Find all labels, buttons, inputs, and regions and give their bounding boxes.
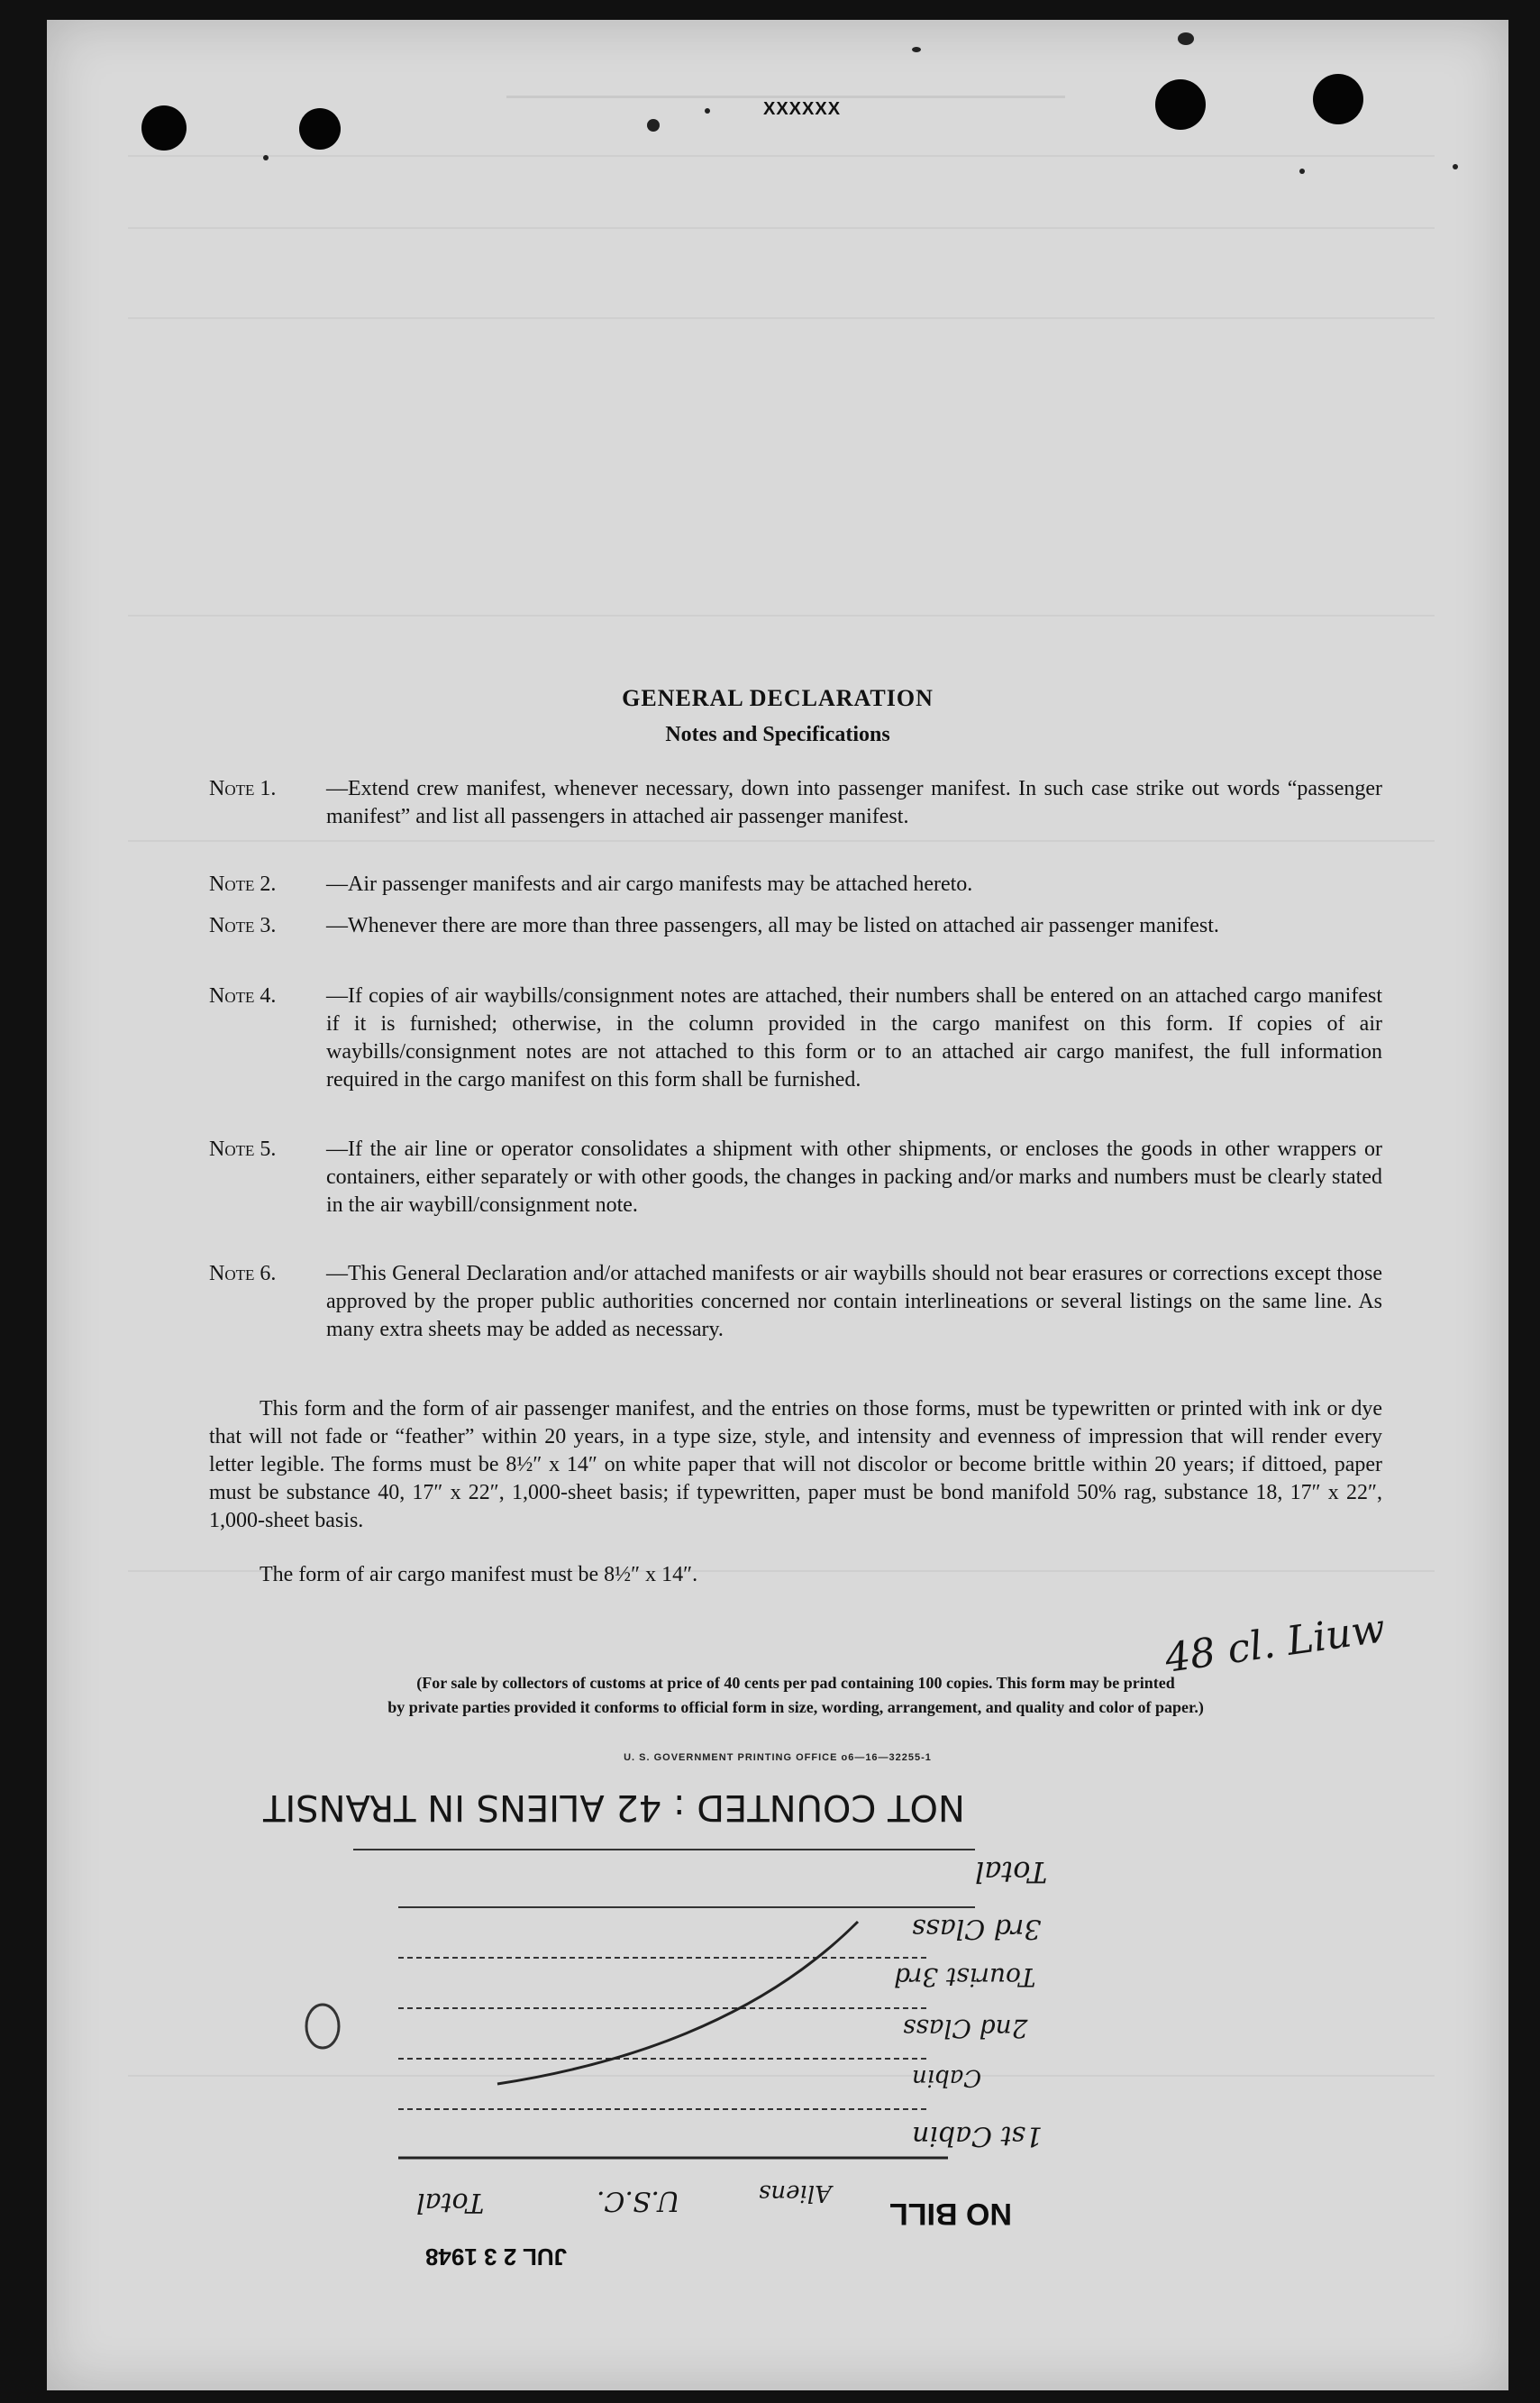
- note-label: Note 5.: [209, 1138, 277, 1161]
- date-stamp: JUL 2 3 1948: [425, 2243, 568, 2271]
- note-label: Note 4.: [209, 984, 277, 1008]
- sale-notice-line-2: by private parties provided it conforms to official form in size, wording, arrangement, and quality and color of paper.): [387, 1698, 1204, 1716]
- note-text: —Extend crew manifest, whenever necessary, down into passenger manifest. In such case strike out words “passenger manifest” and list all passengers in attached air passenger manifest.: [326, 777, 1382, 828]
- form-subtitle: Notes and Specifications: [665, 723, 890, 746]
- printing-office-line: U. S. GOVERNMENT PRINTING OFFICE o6—16—32255-1: [624, 1752, 932, 1763]
- handwritten-initials: 48 cl. Liuw: [1162, 1605, 1389, 1682]
- cargo-size-line: The form of air cargo manifest must be 8½″ x 14″.: [260, 1563, 698, 1586]
- not-counted-note: NOT COUNTED : 42 ALIENS IN TRANSIT: [263, 1786, 965, 1828]
- tally-lines: [47, 20, 1508, 2390]
- note-text: —Whenever there are more than three passengers, all may be listed on attached air passenger manifest.: [326, 914, 1219, 937]
- total-bottom-label: Total: [416, 2187, 485, 2218]
- aliens-label: Aliens: [759, 2179, 832, 2207]
- tourist-third-label: Tourist 3rd: [894, 1962, 1036, 1992]
- document-page: [47, 20, 1508, 2390]
- form-title: GENERAL DECLARATION: [622, 685, 934, 711]
- note-text: —Air passenger manifests and air cargo manifests may be attached hereto.: [326, 873, 973, 896]
- note-text: —If the air line or operator consolidates a shipment with other shipments, or encloses the goods in other wrappers or containers, either separately or with other goods, the changes in packing and/or marks and numbers must be clearly stated in the air waybill/consignment note.: [326, 1138, 1382, 1217]
- note-text: —If copies of air waybills/consignment notes are attached, their numbers shall be entered on an attached cargo manifest if it is furnished; otherwise, in the column provided in the cargo manifest on this form. If copies of air waybills/consignment notes are not attached to this form or to an attached air cargo manifest, the full information required in the cargo manifest on this form shall be furnished.: [326, 984, 1382, 1092]
- sale-notice-line-1: (For sale by collectors of customs at price of 40 cents per pad containing 100 copies. This form may be printed: [416, 1674, 1175, 1692]
- note-label: Note 2.: [209, 873, 277, 896]
- first-cabin-label: 1st Cabin: [912, 2120, 1043, 2152]
- note-label: Note 6.: [209, 1262, 277, 1285]
- specification-paragraph: This form and the form of air passenger manifest, and the entries on those forms, must be typewritten or printed with ink or dye that will not fade or “feather” within 20 years, in a type size, style, and intensity and evenness of impression that will render every letter legible. The forms must be 8½″ x 14″ on white paper that will not discolor or become brittle within 20 years; if dittoed, paper must be substance 40, 17″ x 22″, 1,000-sheet basis; if typewritten, paper must be bond manifold 50% rag, substance 18, 17″ x 22″, 1,000-sheet basis.: [209, 1397, 1382, 1532]
- no-bill-stamp: NO BILL: [889, 2197, 1012, 2231]
- cabin-label: Cabin: [912, 2064, 982, 2091]
- second-class-label: 2nd Class: [903, 2014, 1028, 2043]
- note-text: —This General Declaration and/or attached manifests or air waybills should not bear erasures or corrections except those approved by the proper public authorities concerned nor contain interlineations or several listings on the same line. As many extra sheets may be added as necessary.: [326, 1262, 1382, 1341]
- usc-label: U.S.C.: [597, 2185, 680, 2216]
- total-label: Total: [975, 1855, 1048, 1889]
- note-label: Note 3.: [209, 914, 277, 937]
- note-label: Note 1.: [209, 777, 277, 800]
- top-mark: XXXXXX: [763, 99, 842, 119]
- third-class-label: 3rd Class: [912, 1913, 1042, 1944]
